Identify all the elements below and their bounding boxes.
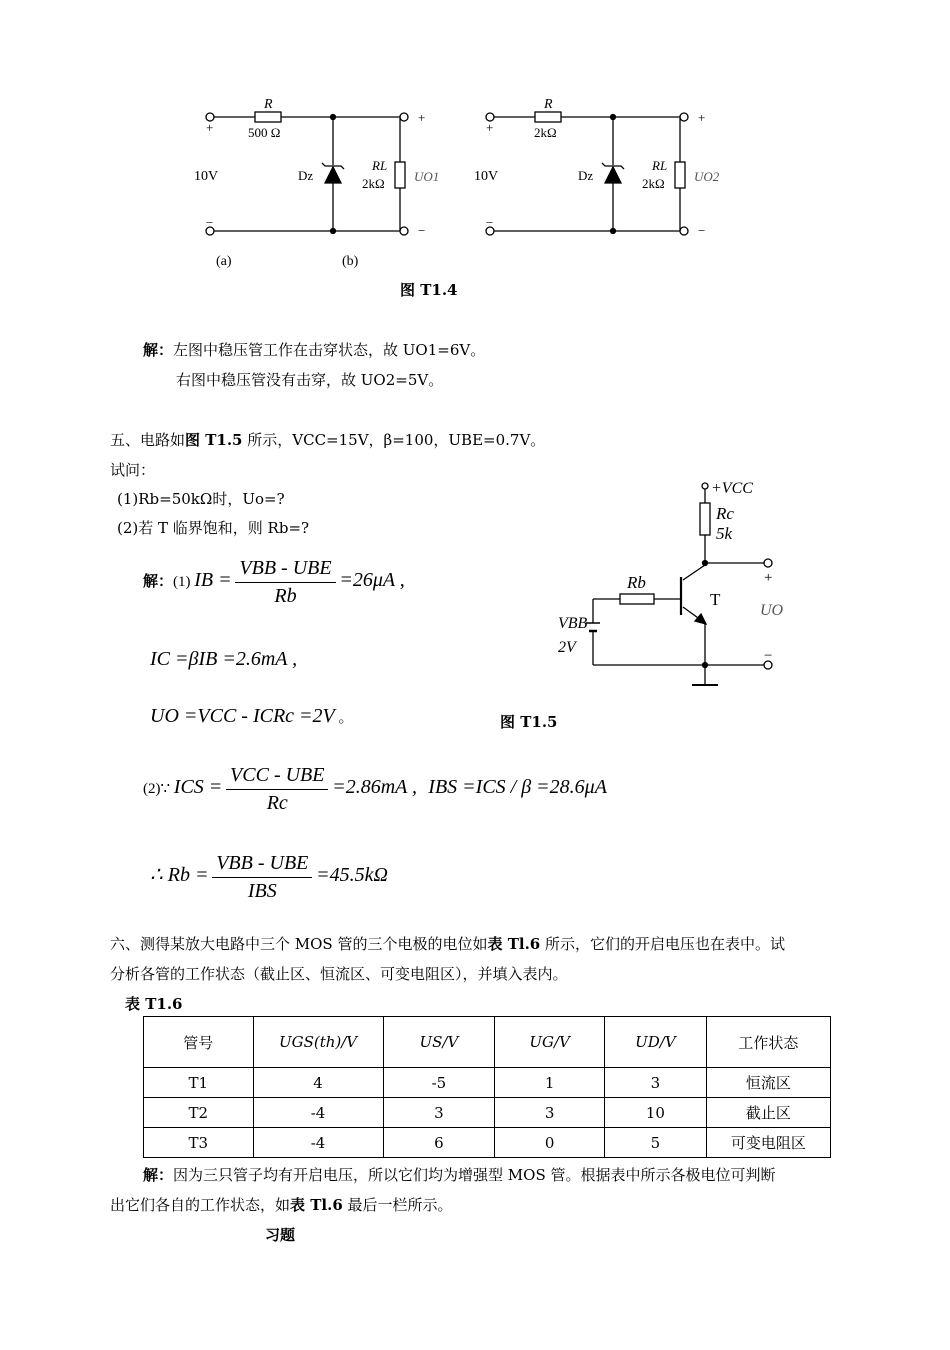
solution-t1-4-line1: 解：左图中稳压管工作在击穿状态，故 UO1=6V。 — [143, 341, 486, 359]
svg-text:2kΩ: 2kΩ — [534, 125, 557, 140]
q5-ask: 试问： — [110, 461, 156, 479]
svg-text:5k: 5k — [716, 524, 733, 543]
svg-text:10V: 10V — [194, 169, 219, 184]
svg-text:−: − — [206, 215, 214, 230]
table-cell: T1 — [144, 1068, 254, 1098]
zener-diode-a — [325, 167, 341, 183]
svg-text:Dz: Dz — [298, 168, 314, 183]
svg-text:+VCC: +VCC — [711, 480, 753, 497]
table-cell: -4 — [253, 1128, 383, 1158]
figure-t1-5 — [550, 475, 800, 690]
table-title: 表 T1.6 — [125, 995, 183, 1013]
table-cell: 6 — [383, 1128, 495, 1158]
svg-text:VBB: VBB — [558, 615, 588, 632]
figure-t1-4 — [180, 95, 740, 275]
svg-text:−: − — [698, 223, 706, 238]
svg-text:(b): (b) — [342, 254, 359, 269]
table-cell: T2 — [144, 1098, 254, 1128]
equation-ib: 解：(1) IB = $\frac{\text{VBB - UBE}}{Rb}$ =26μA , — [143, 557, 405, 607]
resistor-rb — [620, 594, 654, 604]
table-cell: 3 — [495, 1098, 605, 1128]
svg-text:+: + — [698, 110, 706, 125]
emitter-arrow — [695, 614, 706, 624]
svg-text:2kΩ: 2kΩ — [362, 176, 385, 191]
header-cell: US/V — [383, 1017, 495, 1068]
svg-text:Dz: Dz — [578, 168, 594, 183]
table-cell: -4 — [253, 1098, 383, 1128]
mos-state-table — [143, 1016, 831, 1158]
table-row — [144, 1068, 831, 1098]
svg-text:500 Ω: 500 Ω — [248, 125, 281, 140]
table-cell: 1 — [495, 1068, 605, 1098]
table-cell: 截止区 — [706, 1098, 830, 1128]
svg-text:−: − — [418, 223, 426, 238]
table-cell: 3 — [383, 1098, 495, 1128]
resistor-rc — [700, 503, 710, 535]
svg-text:2V: 2V — [558, 639, 576, 656]
svg-text:+: + — [418, 110, 426, 125]
svg-text:(a): (a) — [216, 254, 232, 269]
svg-text:10V: 10V — [474, 169, 499, 184]
table-cell: 可变电阻区 — [706, 1128, 830, 1158]
figure-caption-t1-4: 图 T1.4 — [400, 281, 458, 299]
table-row — [144, 1098, 831, 1128]
zener-diode-b — [605, 167, 621, 183]
header-cell: UGS(th)/V — [253, 1017, 383, 1068]
table-cell: 恒流区 — [706, 1068, 830, 1098]
svg-text:+: + — [206, 120, 214, 135]
figure-caption-t1-5: 图 T1.5 — [500, 713, 558, 731]
resistor-rl-a — [395, 162, 405, 188]
equation-uo: UO =VCC - ICRc =2V 。 — [150, 705, 354, 727]
table-row — [144, 1128, 831, 1158]
q5-q2: (2)若 T 临界饱和，则 Rb=? — [117, 519, 310, 537]
svg-text:T: T — [710, 590, 721, 609]
table-header-row — [144, 1017, 831, 1068]
table-cell: T3 — [144, 1128, 254, 1158]
svg-text:+: + — [486, 120, 494, 135]
q6-solution-line1: 解：因为三只管子均有开启电压，所以它们均为增强型 MOS 管。根据表中所示各极电位可判断 — [143, 1166, 776, 1184]
equation-ics-ibs: (2)∵ ICS = $\frac{\text{VCC - UBE}}{Rc}$ =2.86mA , IBS =ICS / β =28.6μA — [143, 764, 607, 814]
svg-text:RL: RL — [652, 158, 668, 173]
header-cell: 管号 — [144, 1017, 254, 1068]
resistor-rl-b — [675, 162, 685, 188]
q6-line2: 分析各管的工作状态（截止区、恒流区、可变电阻区），并填入表内。 — [110, 965, 568, 983]
svg-text:+: + — [764, 570, 773, 586]
table-cell: 10 — [604, 1098, 706, 1128]
table-cell: 5 — [604, 1128, 706, 1158]
table-cell: 3 — [604, 1068, 706, 1098]
q5-title: 五、电路如图 T1.5 所示，VCC=15V，β=100，UBE=0.7V。 — [110, 431, 546, 449]
svg-text:UO: UO — [760, 602, 784, 619]
q6-solution-line2: 出它们各自的工作状态，如表 Tl.6 最后一栏所示。 — [110, 1196, 453, 1214]
solution-t1-4-line2: 右图中稳压管没有击穿，故 UO2=5V。 — [176, 371, 444, 389]
header-cell: UG/V — [495, 1017, 605, 1068]
equation-rb: ∴ Rb = $\frac{\text{VBB - UBE}}{\text{IBS}}$ =45.5kΩ — [150, 852, 388, 902]
svg-text:R: R — [264, 97, 273, 112]
svg-text:UO2: UO2 — [694, 169, 720, 184]
svg-text:R: R — [544, 97, 553, 112]
svg-text:−: − — [764, 648, 773, 664]
svg-text:UO1: UO1 — [414, 169, 440, 184]
table-cell: 4 — [253, 1068, 383, 1098]
svg-text:−: − — [486, 215, 494, 230]
footer-heading: 习题 — [265, 1226, 296, 1244]
svg-text:2kΩ: 2kΩ — [642, 176, 665, 191]
q5-q1: (1)Rb=50kΩ时，Uo=? — [117, 490, 285, 508]
equation-ic: IC =βIB =2.6mA , — [150, 648, 298, 670]
q6-line1: 六、测得某放大电路中三个 MOS 管的三个电极的电位如表 Tl.6 所示，它们的开启电压也在表中。试 — [110, 935, 786, 953]
header-cell: 工作状态 — [706, 1017, 830, 1068]
resistor-r-b — [535, 112, 561, 122]
table-cell: -5 — [383, 1068, 495, 1098]
table-cell: 0 — [495, 1128, 605, 1158]
svg-text:Rb: Rb — [627, 573, 646, 592]
header-cell: UD/V — [604, 1017, 706, 1068]
svg-text:Rc: Rc — [716, 504, 734, 523]
resistor-r-a — [255, 112, 281, 122]
svg-text:RL: RL — [372, 158, 388, 173]
